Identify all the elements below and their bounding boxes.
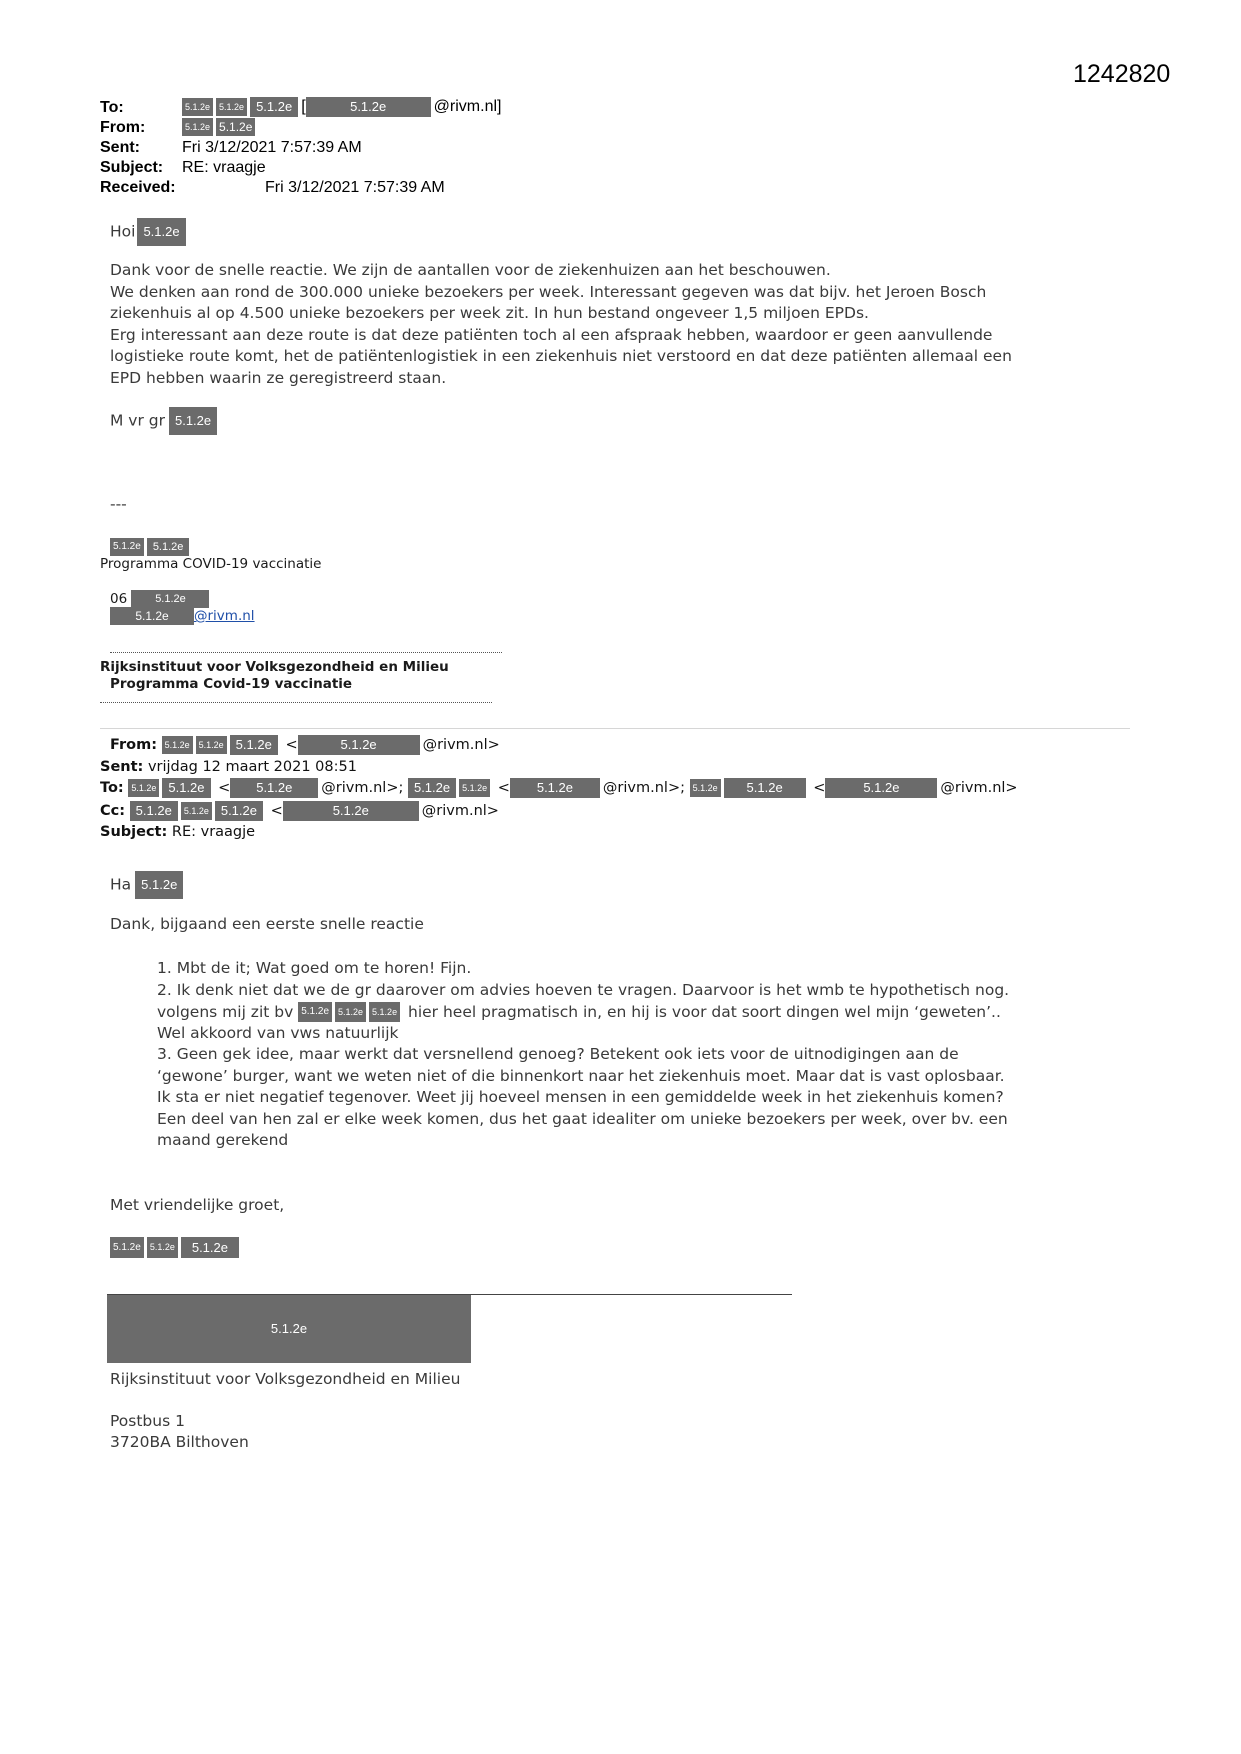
header-to-value: 5.1.2e 5.1.2e 5.1.2e [ 5.1.2e @rivm.nl] — [182, 97, 501, 117]
list-item-3: 3. Geen gek idee, maar werkt dat versnellend genoeg? Betekent ook iets voor de uitnodigingen aan de ‘gewone’ burger, want we weten niet of die binnenkort naar het ziekenhuis moet. Maar dat is vast oplosbaar. Ik sta er niet negatief tegenover. Weet jij hoeveel mensen in een gemiddelde week in het ziekenhuis komen? Een deel van hen zal er elke week komen, dus het gaat idealiter om unieke bezoekers per week, over bv. een maand gerekend — [157, 1045, 1008, 1149]
redaction-box: 5.1.2e — [230, 735, 278, 755]
address-line-1: Postbus 1 — [110, 1412, 185, 1430]
header-received-label: Received: — [100, 179, 176, 196]
forwarded-from: From: 5.1.2e 5.1.2e 5.1.2e < 5.1.2e @rivm.nl> — [110, 737, 500, 753]
redaction-box: 5.1.2e — [128, 779, 159, 797]
header-subject-value: RE: vraagje — [182, 159, 266, 176]
redaction-box: 5.1.2e — [162, 736, 193, 754]
original-signature-name — [110, 1237, 242, 1258]
redaction-box: 5.1.2e — [147, 538, 190, 556]
list-item-2: 2. Ik denk niet dat we de gr daarover om advies hoeven te vragen. Daarvoor is het wmb te hypothetisch nog. volgens mij zit bv 5.1.2e 5.1.2e 5.1.2e hier heel pragmatisch in, en hij is voor dat soort dingen wel mijn ‘geweten’.. Wel akkoord van vws natuurlijk — [157, 981, 1010, 1042]
forwarded-cc: Cc: 5.1.2e 5.1.2e 5.1.2e < 5.1.2e @rivm.nl> — [100, 803, 499, 819]
signature-email — [110, 607, 255, 625]
redaction-box: 5.1.2e — [110, 607, 194, 625]
redaction-box: 5.1.2e — [216, 98, 247, 116]
redaction-box: 5.1.2e — [130, 801, 178, 821]
redaction-box: 5.1.2e — [369, 1002, 400, 1022]
header-sent-value: Fri 3/12/2021 7:57:39 AM — [182, 139, 362, 156]
redaction-box: 5.1.2e — [408, 778, 456, 798]
header-from-value — [182, 118, 258, 136]
document-id: 1242820 — [1073, 60, 1171, 88]
redaction-box: 5.1.2e — [216, 118, 255, 136]
redaction-box: 5.1.2e — [110, 1237, 144, 1258]
message-separator — [100, 728, 1130, 729]
original-intro: Dank, bijgaand een eerste snelle reactie — [110, 915, 424, 933]
original-greeting: Ha 5.1.2e — [110, 871, 186, 899]
forwarded-sent: Sent: vrijdag 12 maart 2021 08:51 — [100, 759, 357, 775]
redaction-box: 5.1.2e — [298, 735, 420, 755]
redaction-box: 5.1.2e — [250, 97, 298, 117]
redaction-box: 5.1.2e — [298, 1002, 332, 1022]
redaction-box: 5.1.2e — [162, 778, 210, 798]
redaction-box: 5.1.2e — [230, 778, 318, 798]
redaction-box: 5.1.2e — [825, 778, 937, 798]
redaction-box: 5.1.2e — [690, 779, 721, 797]
signature-org-program: Programma Covid-19 vaccinatie — [110, 676, 353, 692]
redaction-box: 5.1.2e — [181, 1237, 239, 1258]
redaction-box: 5.1.2e — [181, 802, 212, 820]
signature-program: Programma COVID-19 vaccinatie — [100, 556, 322, 572]
redaction-box: 5.1.2e — [196, 736, 227, 754]
header-from-label: From: — [100, 119, 146, 136]
reply-paragraph: Dank voor de snelle reactie. We zijn de aantallen voor de ziekenhuizen aan het beschouwen. We denken aan rond de 300.000 unieke bezoekers per week. Interessant gegeven was dat bijv. het Jeroen Bosch ziekenhuis al op 4.500 unieke bezoekers per week zit. In hun bestand ongeveer 1,5 miljoen EPDs. Erg interessant aan deze route is dat deze patiënten toch al een afspraak hebben, waardoor er geen aanvullende logistieke route komt, het de patiëntenlogistiek in een ziekenhuis niet verstoord en dat deze patiënten allemaal een EPD hebben waarin ze geregistreerd staan. — [110, 261, 1012, 387]
redaction-box: 5.1.2e — [215, 801, 263, 821]
redaction-box: 5.1.2e — [459, 779, 490, 797]
divider — [100, 702, 492, 703]
redaction-box: 5.1.2e — [182, 118, 213, 136]
signature-phone: 06 5.1.2e — [110, 590, 212, 608]
list-item-1: 1. Mbt de it; Wat goed om te horen! Fijn. — [157, 959, 472, 977]
redaction-box: 5.1.2e — [510, 778, 600, 798]
original-org: Rijksinstituut voor Volksgezondheid en Milieu — [110, 1370, 461, 1388]
signature-name — [110, 538, 192, 556]
reply-dashes: --- — [110, 495, 127, 513]
redaction-box: 5.1.2e — [169, 407, 217, 435]
redaction-box: 5.1.2e — [147, 1237, 178, 1258]
redaction-box: 5.1.2e — [335, 1002, 366, 1022]
redaction-box: 5.1.2e — [306, 97, 431, 117]
redaction-box: 5.1.2e — [724, 778, 806, 798]
original-closing: Met vriendelijke groet, — [110, 1196, 285, 1214]
header-to-label: To: — [100, 99, 124, 116]
header-received-value: Fri 3/12/2021 7:57:39 AM — [265, 179, 445, 196]
reply-greeting: Hoi 5.1.2e — [110, 218, 189, 246]
redaction-box: 5.1.2e — [283, 801, 419, 821]
forwarded-subject: Subject: RE: vraagje — [100, 824, 256, 840]
signature-org: Rijksinstituut voor Volksgezondheid en Milieu — [100, 659, 449, 675]
email-link[interactable]: @rivm.nl — [194, 608, 255, 624]
redaction-box: 5.1.2e — [110, 538, 144, 556]
header-sent-label: Sent: — [100, 139, 140, 156]
redaction-box: 5.1.2e — [182, 98, 213, 116]
redaction-box: 5.1.2e — [137, 218, 185, 246]
redaction-box: 5.1.2e — [135, 871, 183, 899]
redaction-box: 5.1.2e — [131, 590, 209, 608]
address-line-2: 3720BA Bilthoven — [110, 1433, 249, 1451]
divider — [110, 652, 502, 653]
header-subject-label: Subject: — [100, 159, 164, 176]
redaction-block: 5.1.2e — [107, 1295, 471, 1363]
forwarded-to: To: 5.1.2e 5.1.2e < 5.1.2e @rivm.nl>; 5.1.2e 5.1.2e < 5.1.2e @rivm.nl>; 5.1.2e 5.1.2e < 5.1.2e @rivm.nl> — [100, 780, 1018, 796]
reply-closing: M vr gr 5.1.2e — [110, 407, 220, 435]
